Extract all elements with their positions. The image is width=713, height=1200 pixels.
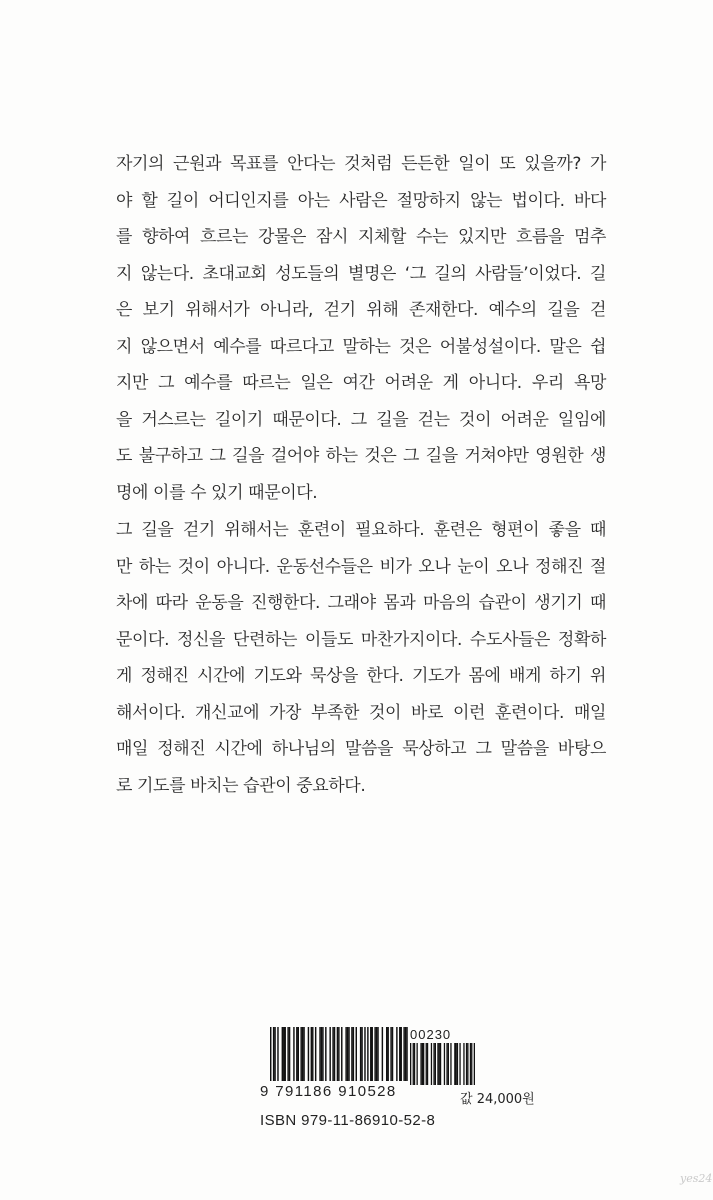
text-line: 도 불구하고 그 길을 걸어야 하는 것은 그 길을 거쳐야만 영원한 생 <box>116 446 606 466</box>
isbn-number: ISBN 979-11-86910-52-8 <box>260 1112 436 1129</box>
isbn-barcode <box>260 1027 550 1137</box>
text-line: 로 기도를 바치는 습관이 중요하다. <box>116 775 366 796</box>
text-line: 게 정해진 시간에 기도와 묵상을 한다. 기도가 몸에 배게 하기 위 <box>116 666 606 686</box>
barcode-addon-digits: 00230 <box>410 1027 452 1042</box>
text-line: 그 길을 걷기 위해서는 훈련이 필요하다. 훈련은 형편이 좋을 때 <box>116 520 606 540</box>
paragraph-1 <box>116 146 606 511</box>
text-line: 차에 따라 운동을 진행한다. 그래야 몸과 마음의 습관이 생기기 때 <box>116 593 606 613</box>
barcode-main-digits: 9 791186 910528 <box>260 1083 397 1100</box>
text-line: 지만 그 예수를 따르는 일은 여간 어려운 게 아니다. 우리 욕망 <box>116 373 606 393</box>
watermark-logo: yes24 <box>680 1172 713 1185</box>
text-line: 자기의 근원과 목표를 안다는 것처럼 든든한 일이 또 있을까? 가 <box>116 154 606 174</box>
paragraph-2 <box>116 512 606 804</box>
text-line: 야 할 길이 어디인지를 아는 사람은 절망하지 않는 법이다. 바다 <box>116 190 606 211</box>
barcode-bars <box>260 1027 550 1089</box>
text-line: 명에 이를 수 있기 때문이다. <box>116 482 318 503</box>
text-line: 지 않는다. 초대교회 성도들의 별명은 ‘그 길의 사람들’이었다. 길 <box>116 263 606 284</box>
text-line: 매일 정해진 시간에 하나님의 말씀을 묵상하고 그 말씀을 바탕으 <box>116 739 606 759</box>
text-line: 을 거스르는 길이기 때문이다. 그 길을 걷는 것이 어려운 일임에 <box>116 409 606 430</box>
text-line: 만 하는 것이 아니다. 운동선수들은 비가 오나 눈이 오나 정해진 절 <box>116 556 606 577</box>
text-line: 를 향하여 흐르는 강물은 잠시 지체할 수는 있지만 흐름을 멈추 <box>116 227 606 247</box>
price-label: 값 24,000원 <box>460 1092 535 1107</box>
text-line: 지 않으면서 예수를 따르다고 말하는 것은 어불성설이다. 말은 쉽 <box>116 336 606 357</box>
text-line: 문이다. 정신을 단련하는 이들도 마찬가지이다. 수도사들은 정확하 <box>116 629 606 650</box>
text-line: 은 보기 위해서가 아니라, 걷기 위해 존재한다. 예수의 길을 걷 <box>116 300 606 320</box>
text-line: 해서이다. 개신교에 가장 부족한 것이 바로 이런 훈련이다. 매일 <box>116 702 606 723</box>
